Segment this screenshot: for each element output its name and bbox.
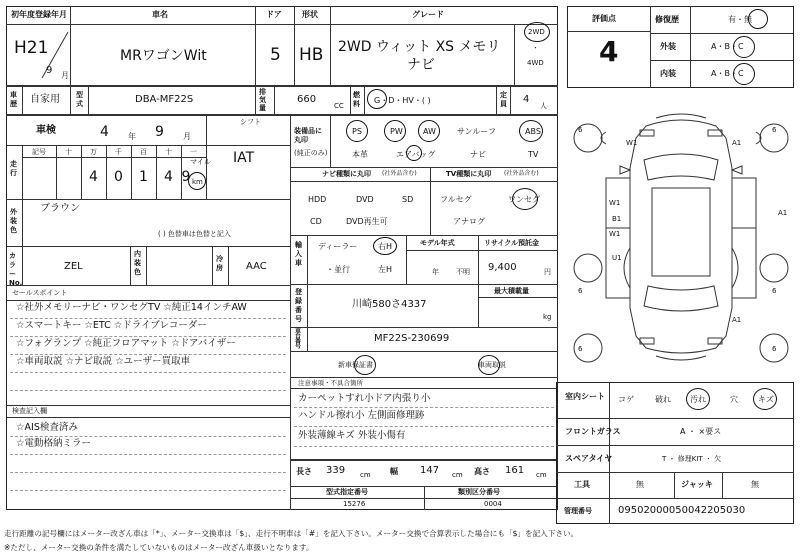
- import-parallel: ・並行: [326, 265, 350, 274]
- mileage-sub-4: 百: [140, 148, 147, 156]
- tv-type-sub: (社外品含む): [504, 170, 539, 177]
- score-label: 評価点: [592, 14, 616, 23]
- car-diagram: [566, 108, 796, 378]
- import-left: 左H: [378, 265, 393, 274]
- max-load-label: 最大積載量: [494, 287, 529, 295]
- mgmt-value: 09502000050042205030: [618, 505, 746, 516]
- inspector-label: 検査記入欄: [12, 407, 47, 415]
- sales-line-2: ☆フォグランプ ☆純正フロアマット ☆ドアバイザー: [16, 338, 236, 349]
- diag-label-ml: 6: [578, 287, 583, 295]
- drive-2wd: 2WD: [528, 28, 545, 36]
- equip-ps: PS: [352, 127, 362, 136]
- warranty-manual-circle: [478, 355, 500, 375]
- mileage-sub-mile: マイル: [190, 158, 211, 166]
- warranty-new-car: 新車保証書: [338, 361, 373, 369]
- spare-label: スペアタイヤ: [565, 454, 613, 463]
- model-year-unit: 年: [432, 268, 439, 276]
- mileage-digit-2: 1: [139, 169, 148, 185]
- color-no-value: ZEL: [64, 261, 83, 272]
- mileage-sub-1: 十: [65, 148, 72, 156]
- model-label: 型式: [76, 91, 83, 108]
- length-label: 長さ: [296, 467, 312, 476]
- interior-b-circle: [733, 63, 755, 85]
- navi-sd: SD: [402, 195, 414, 204]
- equip-sunroof: サンルーフ: [457, 127, 496, 136]
- mileage-sub-2: 万: [90, 148, 97, 156]
- footer-line1: 走行距離の記号欄にはメーター改ざん車は「*」、メーター交換車は「$」、走行不明車は「#」を記入下さい。メーター交換で合算表示した場合にも「$」を記入下さい。: [4, 529, 579, 538]
- equip-navi: ナビ: [470, 150, 486, 159]
- type-number-value: 15276: [343, 500, 366, 508]
- chassis-value: MF22S-230699: [374, 333, 450, 344]
- car-name-value: MRワゴンWit: [120, 48, 207, 64]
- ac-value: AAC: [246, 261, 267, 272]
- score-value: 4: [599, 35, 619, 68]
- recycle-value: 9,400: [488, 262, 517, 273]
- import-right-circle: [373, 237, 397, 255]
- seat-scratch-circle: [753, 388, 777, 410]
- use-value: 自家用: [30, 94, 60, 105]
- diag-label-a1c: A1: [732, 316, 742, 324]
- sales-points-label: セールスポイント: [12, 289, 68, 297]
- navi-dvd-play: DVD再生可: [346, 217, 388, 226]
- repair-none-circle: [748, 9, 768, 29]
- car-name-label: 車名: [152, 10, 168, 19]
- ac-label: 冷房: [216, 255, 223, 272]
- equip-airbag: エアバッグ: [396, 150, 436, 159]
- inspection-month: 9: [155, 124, 164, 140]
- height-label: 高さ: [474, 467, 490, 476]
- chassis-label: 車台番号: [295, 328, 302, 350]
- equip-aw: AW: [423, 127, 436, 136]
- width-label: 幅: [390, 467, 398, 476]
- mileage-label: 走行: [10, 160, 17, 177]
- repair-label: 修復歴: [655, 15, 679, 24]
- grade-label: グレード: [412, 10, 444, 19]
- equip-abs-circle: [519, 120, 543, 142]
- glass-label: フロントガラス: [565, 427, 621, 436]
- seat-hole: 穴: [730, 395, 738, 404]
- diag-label-w1b: W1: [609, 199, 621, 207]
- mileage-unit: km: [192, 178, 203, 186]
- inspection-year: 4: [100, 124, 109, 140]
- cap-value: 4: [523, 94, 530, 105]
- equip-leather: 本革: [352, 150, 368, 159]
- cap-label: 定員: [500, 91, 507, 108]
- seat-tear: 破れ: [655, 395, 671, 404]
- mileage-digit-1: 0: [114, 169, 123, 185]
- diag-label-a1b: A1: [778, 209, 788, 217]
- jack-label: ジャッキ: [681, 480, 713, 489]
- color-note: ( ) 色替車は色替と記入: [158, 230, 231, 238]
- exterior-options: A・B・C: [711, 42, 744, 51]
- equip-ps-circle: [346, 120, 368, 142]
- seat-dirt-circle: [686, 388, 710, 410]
- fuel-options: G・D・HV・( ): [374, 96, 431, 105]
- mileage-sub-0: 記号: [32, 148, 46, 156]
- disp-value: 660: [297, 94, 317, 105]
- navi-hdd: HDD: [308, 195, 327, 204]
- seat-label: 室内シート: [565, 392, 605, 401]
- inspector-line-1: ☆電動格納ミラー: [16, 438, 92, 449]
- width-unit: cm: [452, 471, 463, 479]
- drive-2wd-circle: [524, 22, 550, 42]
- width-value: 147: [420, 465, 440, 476]
- warranty-manual: 車両取説: [478, 361, 506, 369]
- main-sheet: [6, 6, 558, 510]
- notes-line-2: 外装薄線キズ 外装小傷有: [298, 430, 406, 441]
- month-unit: 月: [61, 71, 69, 80]
- equip-pw: PW: [390, 127, 403, 136]
- shift-value: IAT: [233, 150, 255, 166]
- tv-analog: アナログ: [453, 217, 485, 226]
- recycle-label: リサイクル預託金: [484, 239, 540, 247]
- mileage-sub-3: 千: [115, 148, 122, 156]
- interior-color-label: 内装色: [134, 250, 141, 276]
- inspection-month-unit: 月: [183, 132, 191, 141]
- disp-label: 排気量: [259, 88, 266, 112]
- drive-dot: ・: [532, 44, 539, 52]
- diag-label-b1: B1: [612, 215, 622, 223]
- diag-label-br: 6: [772, 345, 777, 353]
- navi-type-sub: (社外品含む): [382, 170, 417, 177]
- navi-type-label: ナビ種類に丸印: [322, 170, 371, 178]
- footer-line2: ※ただし、メーター交換の条件を満たしていないものはメーター改ざん車扱いとなります。: [4, 543, 314, 552]
- type-number-label: 型式指定番号: [326, 488, 368, 496]
- height-value: 161: [505, 465, 525, 476]
- import-dealer: ディーラー: [318, 242, 358, 251]
- tools-label: 工具: [574, 480, 590, 489]
- diag-label-tl: 6: [578, 126, 583, 134]
- diag-label-mr: 6: [772, 287, 777, 295]
- length-unit: cm: [360, 471, 371, 479]
- color-value: ブラウン: [40, 203, 80, 214]
- color-no-label: カラーNo.: [9, 252, 23, 287]
- tv-type-label: TV種類に丸印: [446, 170, 492, 178]
- diag-label-bl: 6: [578, 345, 583, 353]
- first-reg-label: 初年度登録年月: [11, 10, 67, 19]
- use-label: 車歴: [10, 91, 17, 108]
- tv-oneseg-circle: [512, 188, 538, 210]
- equipment-label: 装備品に丸印: [294, 127, 322, 144]
- doors-label: ドア: [266, 10, 282, 19]
- equip-aw-circle: [418, 120, 440, 142]
- mileage-km-circle: [188, 172, 206, 190]
- sales-line-0: ☆社外メモリーナビ・ワンセグTV ☆純正14インチAW: [16, 302, 247, 313]
- first-reg-month: 9: [46, 65, 53, 76]
- exterior-b-circle: [733, 36, 755, 58]
- shape-label: 形状: [302, 10, 318, 19]
- equip-tv: TV: [528, 150, 539, 159]
- drive-4wd: 4WD: [527, 59, 544, 67]
- mileage-digit-3: 4: [164, 169, 173, 185]
- mileage-digit-0: 4: [89, 169, 98, 185]
- grade-line1: 2WD ウィット XS メモリ: [338, 39, 501, 55]
- model-year-unknown: 不明: [456, 268, 470, 276]
- tv-oneseg: ワンセグ: [508, 195, 540, 204]
- grade-line2: ナビ: [407, 57, 435, 73]
- seat-dirt: 汚れ: [690, 395, 706, 404]
- inspection-year-unit: 年: [128, 132, 136, 141]
- model-value: DBA-MF22S: [135, 94, 194, 105]
- navi-cd: CD: [310, 217, 322, 226]
- interior-label: 内装: [660, 69, 676, 78]
- shift-label: シフト: [240, 118, 261, 126]
- warranty-new-car-circle: [354, 355, 376, 375]
- sales-line-1: ☆スマートキー ☆ETC ☆ドライブレコーダー: [16, 320, 207, 331]
- interior-options: A・B・C: [711, 69, 744, 78]
- mileage-digit-4: 9: [181, 169, 191, 185]
- doors-value: 5: [270, 45, 281, 65]
- shape-value: HB: [299, 45, 324, 65]
- equip-pw-circle: [384, 120, 406, 142]
- navi-dvd: DVD: [356, 195, 374, 204]
- sales-line-3: ☆車両取説 ☆ナビ取説 ☆ユーザー買取車: [16, 356, 191, 367]
- diag-label-u1: U1: [612, 254, 622, 262]
- diag-label-w1c: W1: [609, 230, 621, 238]
- length-value: 339: [326, 465, 346, 476]
- recycle-unit: 円: [544, 268, 551, 276]
- registration-label: 登録番号: [295, 288, 302, 323]
- repair-options: 有・無: [728, 15, 752, 24]
- jack-value: 無: [751, 480, 759, 489]
- import-label: 輸入車: [295, 241, 302, 267]
- tv-fullseg: フルセグ: [440, 195, 472, 204]
- fuel-label: 燃料: [353, 91, 360, 108]
- mgmt-label: 管理番号: [564, 507, 592, 515]
- model-year-label: モデル年式: [420, 239, 455, 247]
- tools-value: 無: [636, 480, 644, 489]
- fuel-g-circle: [367, 89, 387, 109]
- color-label: 外装色: [10, 208, 17, 234]
- first-reg-year: H21: [14, 38, 49, 58]
- mileage-sub-5: 十: [165, 148, 172, 156]
- exterior-label: 外装: [660, 42, 676, 51]
- height-unit: cm: [536, 471, 547, 479]
- equipment-sub: (純正のみ): [294, 149, 328, 157]
- glass-options: A ・ ×要ス: [680, 427, 722, 436]
- cap-unit: 人: [540, 102, 547, 110]
- inspection-label: 車検: [36, 125, 56, 136]
- class-number-value: 0004: [484, 500, 502, 508]
- class-number-label: 類別区分番号: [458, 488, 500, 496]
- seat-burn: コゲ: [618, 395, 634, 404]
- mileage-sub-6: 一: [190, 148, 197, 156]
- notes-line-0: カーペットすれ小ドア内張り小: [298, 393, 431, 404]
- import-right: 右H: [378, 242, 393, 251]
- max-load-unit: kg: [543, 313, 552, 321]
- notes-line-1: ハンドル擦れ小 左側面修理跡: [298, 410, 425, 421]
- seat-scratch: キズ: [758, 395, 774, 404]
- disp-unit: CC: [334, 102, 344, 110]
- diag-label-w1a: W1: [626, 139, 638, 147]
- inspector-line-0: ☆AIS検査済み: [16, 422, 78, 433]
- spare-options: T ・ 修理KIT ・ 欠: [662, 455, 722, 463]
- notes-label: 注意事項・不具合箇所: [298, 379, 363, 387]
- equip-abs: ABS: [525, 127, 541, 136]
- diag-label-tr: 6: [772, 126, 777, 134]
- diag-label-a1a: A1: [732, 139, 742, 147]
- equip-airbag-circle: [406, 145, 422, 161]
- registration-value: 川崎580さ4337: [352, 299, 427, 310]
